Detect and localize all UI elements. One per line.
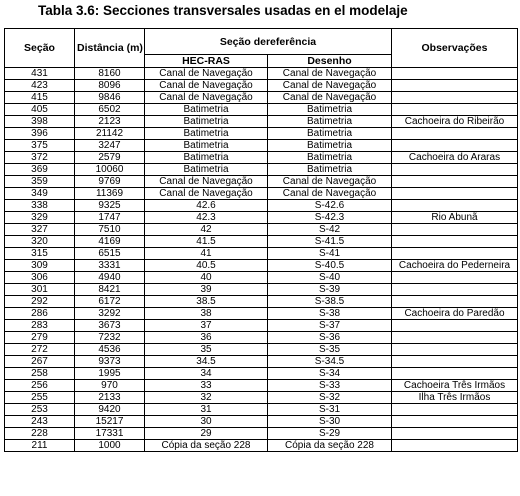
header-secao-referencia: Seção dereferência [145, 29, 392, 55]
cell-hecras: Batimetria [145, 140, 268, 152]
cell-hecras: 38 [145, 308, 268, 320]
cell-distancia: 21142 [75, 128, 145, 140]
cell-secao: 415 [5, 92, 75, 104]
cell-observacoes [392, 92, 518, 104]
table-row [5, 308, 518, 320]
table-row [5, 284, 518, 296]
cell-distancia: 9769 [75, 176, 145, 188]
table-row [5, 68, 518, 80]
cell-secao: 253 [5, 404, 75, 416]
cell-observacoes [392, 272, 518, 284]
cell-secao: 396 [5, 128, 75, 140]
cell-observacoes: Rio Abunã [392, 212, 518, 224]
cell-secao: 211 [5, 440, 75, 452]
cell-secao: 243 [5, 416, 75, 428]
cell-observacoes [392, 224, 518, 236]
cell-distancia: 4940 [75, 272, 145, 284]
cell-desenho: Canal de Navegação [268, 188, 392, 200]
header-hecras: HEC-RAS [145, 55, 268, 68]
cell-distancia: 970 [75, 380, 145, 392]
cell-desenho: S-34 [268, 368, 392, 380]
cell-observacoes [392, 404, 518, 416]
cell-desenho: Batimetria [268, 128, 392, 140]
cell-desenho: S-32 [268, 392, 392, 404]
cell-observacoes: Cachoeira do Araras [392, 152, 518, 164]
cell-desenho: Cópia da seção 228 [268, 440, 392, 452]
cell-desenho: S-38.5 [268, 296, 392, 308]
cell-distancia: 6502 [75, 104, 145, 116]
cell-hecras: 36 [145, 332, 268, 344]
cell-secao: 329 [5, 212, 75, 224]
cell-distancia: 1995 [75, 368, 145, 380]
cell-distancia: 10060 [75, 164, 145, 176]
cell-secao: 431 [5, 68, 75, 80]
cell-observacoes [392, 356, 518, 368]
cell-distancia: 3292 [75, 308, 145, 320]
cell-hecras: 41 [145, 248, 268, 260]
cell-secao: 315 [5, 248, 75, 260]
cell-hecras: 42 [145, 224, 268, 236]
cell-observacoes [392, 188, 518, 200]
table-row [5, 296, 518, 308]
cell-secao: 272 [5, 344, 75, 356]
cell-desenho: S-36 [268, 332, 392, 344]
table-row [5, 80, 518, 92]
cell-distancia: 6515 [75, 248, 145, 260]
cell-distancia: 9846 [75, 92, 145, 104]
cell-distancia: 4536 [75, 344, 145, 356]
cell-desenho: S-35 [268, 344, 392, 356]
cell-desenho: S-41 [268, 248, 392, 260]
cell-distancia: 9420 [75, 404, 145, 416]
cell-observacoes [392, 284, 518, 296]
cell-observacoes [392, 104, 518, 116]
table-row [5, 344, 518, 356]
cell-secao: 228 [5, 428, 75, 440]
cell-desenho: Batimetria [268, 116, 392, 128]
table-row [5, 128, 518, 140]
cell-secao: 258 [5, 368, 75, 380]
cell-hecras: 41.5 [145, 236, 268, 248]
cell-distancia: 9325 [75, 200, 145, 212]
cell-observacoes [392, 68, 518, 80]
cell-hecras: 40 [145, 272, 268, 284]
cell-observacoes: Cachoeira do Ribeirão [392, 116, 518, 128]
table-row [5, 188, 518, 200]
cell-observacoes [392, 440, 518, 452]
cell-hecras: Canal de Navegação [145, 68, 268, 80]
cell-observacoes [392, 332, 518, 344]
cell-observacoes [392, 296, 518, 308]
cell-hecras: 29 [145, 428, 268, 440]
cell-distancia: 2133 [75, 392, 145, 404]
cell-observacoes [392, 140, 518, 152]
cell-distancia: 11369 [75, 188, 145, 200]
table-row [5, 332, 518, 344]
cell-observacoes [392, 428, 518, 440]
cell-hecras: 30 [145, 416, 268, 428]
cell-hecras: 33 [145, 380, 268, 392]
table-row [5, 104, 518, 116]
cell-secao: 405 [5, 104, 75, 116]
cross-sections-table [4, 28, 518, 452]
cell-secao: 267 [5, 356, 75, 368]
cell-distancia: 8421 [75, 284, 145, 296]
cell-hecras: Batimetria [145, 104, 268, 116]
cell-secao: 309 [5, 260, 75, 272]
cell-observacoes [392, 344, 518, 356]
cell-distancia: 9373 [75, 356, 145, 368]
table-row [5, 200, 518, 212]
cell-desenho: S-34.5 [268, 356, 392, 368]
cell-hecras: 37 [145, 320, 268, 332]
cell-observacoes [392, 164, 518, 176]
cell-desenho: S-31 [268, 404, 392, 416]
cell-secao: 279 [5, 332, 75, 344]
cell-secao: 255 [5, 392, 75, 404]
cell-observacoes: Cachoeira Três Irmãos [392, 380, 518, 392]
header-observacoes: Observações [392, 29, 518, 68]
table-row [5, 212, 518, 224]
cell-hecras: Canal de Navegação [145, 176, 268, 188]
cell-distancia: 15217 [75, 416, 145, 428]
cell-secao: 398 [5, 116, 75, 128]
table-row [5, 404, 518, 416]
table-row [5, 152, 518, 164]
cell-desenho: Canal de Navegação [268, 176, 392, 188]
table-row [5, 320, 518, 332]
cell-secao: 283 [5, 320, 75, 332]
cell-observacoes: Cachoeira do Pederneira [392, 260, 518, 272]
cell-observacoes [392, 368, 518, 380]
cell-hecras: 34 [145, 368, 268, 380]
cell-distancia: 2123 [75, 116, 145, 128]
cell-observacoes [392, 176, 518, 188]
cell-desenho: Batimetria [268, 140, 392, 152]
cell-hecras: 32 [145, 392, 268, 404]
table-row [5, 428, 518, 440]
cell-desenho: Batimetria [268, 104, 392, 116]
cell-distancia: 8160 [75, 68, 145, 80]
cell-distancia: 1000 [75, 440, 145, 452]
header-distancia: Distância (m) [75, 29, 145, 68]
cell-hecras: 34.5 [145, 356, 268, 368]
cell-distancia: 1747 [75, 212, 145, 224]
cell-distancia: 6172 [75, 296, 145, 308]
cell-hecras: 42.3 [145, 212, 268, 224]
cell-observacoes: Cachoeira do Paredão [392, 308, 518, 320]
table-row [5, 416, 518, 428]
cell-observacoes [392, 128, 518, 140]
cell-hecras: 38.5 [145, 296, 268, 308]
cell-hecras: 35 [145, 344, 268, 356]
cell-observacoes: Ilha Três Irmãos [392, 392, 518, 404]
table-row [5, 92, 518, 104]
cell-hecras: 42.6 [145, 200, 268, 212]
table-row [5, 236, 518, 248]
table-row [5, 260, 518, 272]
table-row [5, 116, 518, 128]
table-row [5, 164, 518, 176]
cell-secao: 327 [5, 224, 75, 236]
cell-desenho: S-29 [268, 428, 392, 440]
cell-distancia: 2579 [75, 152, 145, 164]
cell-secao: 423 [5, 80, 75, 92]
cell-secao: 375 [5, 140, 75, 152]
header-secao: Seção [5, 29, 75, 68]
cell-desenho: S-42 [268, 224, 392, 236]
table-row [5, 380, 518, 392]
table-row [5, 272, 518, 284]
cell-desenho: S-40 [268, 272, 392, 284]
cell-desenho: Canal de Navegação [268, 68, 392, 80]
cell-secao: 372 [5, 152, 75, 164]
cell-desenho: S-39 [268, 284, 392, 296]
cell-desenho: S-33 [268, 380, 392, 392]
cell-secao: 359 [5, 176, 75, 188]
cell-desenho: S-30 [268, 416, 392, 428]
cell-desenho: S-42.3 [268, 212, 392, 224]
cell-observacoes [392, 416, 518, 428]
cell-distancia: 4169 [75, 236, 145, 248]
cell-distancia: 17331 [75, 428, 145, 440]
cell-secao: 320 [5, 236, 75, 248]
cell-hecras: Canal de Navegação [145, 92, 268, 104]
cell-desenho: S-38 [268, 308, 392, 320]
table-header [5, 29, 518, 68]
table-row [5, 392, 518, 404]
cell-hecras: Batimetria [145, 116, 268, 128]
cell-distancia: 3673 [75, 320, 145, 332]
cell-secao: 286 [5, 308, 75, 320]
cell-hecras: 39 [145, 284, 268, 296]
cell-observacoes [392, 248, 518, 260]
cell-observacoes [392, 236, 518, 248]
cell-hecras: Batimetria [145, 128, 268, 140]
cell-desenho: S-40.5 [268, 260, 392, 272]
cell-distancia: 3331 [75, 260, 145, 272]
cell-desenho: Batimetria [268, 152, 392, 164]
cell-distancia: 8096 [75, 80, 145, 92]
cell-secao: 349 [5, 188, 75, 200]
cell-distancia: 7510 [75, 224, 145, 236]
cell-distancia: 7232 [75, 332, 145, 344]
cell-secao: 301 [5, 284, 75, 296]
cell-desenho: S-37 [268, 320, 392, 332]
cell-observacoes [392, 320, 518, 332]
cell-hecras: Canal de Navegação [145, 188, 268, 200]
cell-secao: 256 [5, 380, 75, 392]
cell-hecras: Batimetria [145, 152, 268, 164]
cell-desenho: Canal de Navegação [268, 80, 392, 92]
cell-desenho: S-41.5 [268, 236, 392, 248]
table-row [5, 440, 518, 452]
cell-secao: 369 [5, 164, 75, 176]
table-row [5, 140, 518, 152]
cell-hecras: 31 [145, 404, 268, 416]
cell-hecras: Batimetria [145, 164, 268, 176]
cell-desenho: Canal de Navegação [268, 92, 392, 104]
table-row [5, 248, 518, 260]
cell-secao: 338 [5, 200, 75, 212]
table-row [5, 368, 518, 380]
cell-desenho: S-42.6 [268, 200, 392, 212]
table-row [5, 356, 518, 368]
cell-observacoes [392, 200, 518, 212]
cell-distancia: 3247 [75, 140, 145, 152]
cell-hecras: 40.5 [145, 260, 268, 272]
table-body [5, 68, 518, 452]
cell-observacoes [392, 80, 518, 92]
header-desenho: Desenho [268, 55, 392, 68]
table-row [5, 224, 518, 236]
cell-secao: 306 [5, 272, 75, 284]
cell-hecras: Cópia da seção 228 [145, 440, 268, 452]
table-row [5, 176, 518, 188]
cell-desenho: Batimetria [268, 164, 392, 176]
cell-secao: 292 [5, 296, 75, 308]
table-caption: Tabla 3.6: Secciones transversales usadas en el modelaje [38, 3, 408, 18]
cell-hecras: Canal de Navegação [145, 80, 268, 92]
